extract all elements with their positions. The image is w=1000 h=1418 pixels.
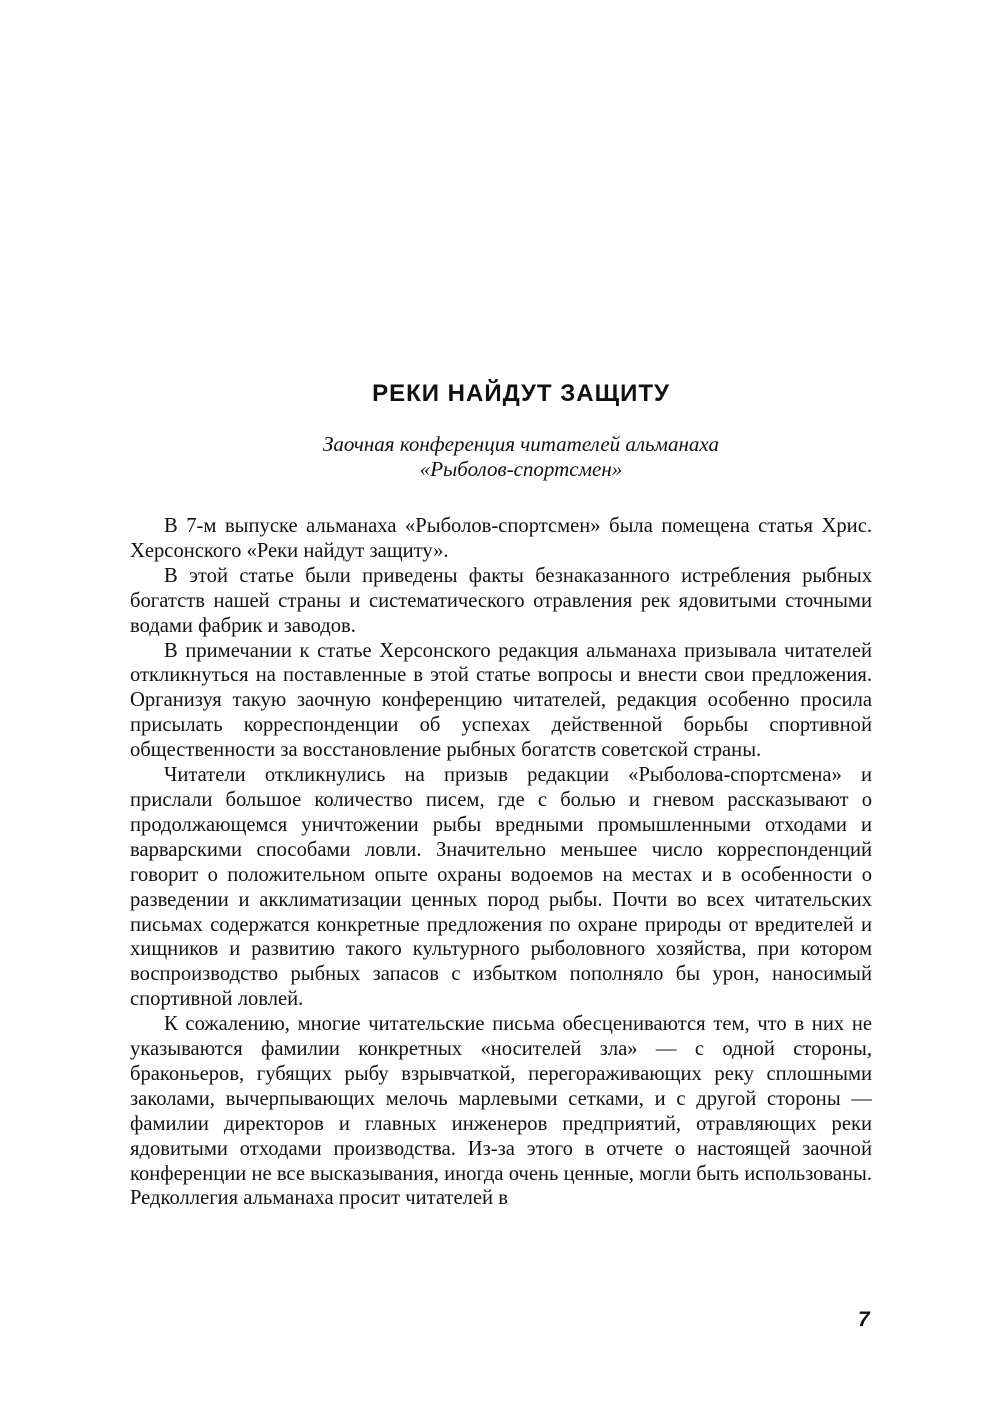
article-body <box>130 514 872 1211</box>
paragraph: В этой статье были приведены факты безнаказанного истребления рыбных богатств нашей страны и систематического отравления рек ядовитыми сточными водами фабрик и заводов. <box>130 564 872 637</box>
paragraph: В примечании к статье Херсонского редакция альманаха призывала читателей откликнуться на поставленные в этой статье вопросы и внести свои предложения. Организуя такую заочную конференцию читателей, редакция особенно просила присылать корреспонденции об успехах действенной борьбы спортивной общественности за восстановление рыбных богатств советской страны. <box>130 639 872 762</box>
article-subtitle <box>130 432 872 482</box>
paragraph: В 7-м выпуске альманаха «Рыболов-спортсмен» была помещена статья Хрис. Херсонского «Реки найдут защиту». <box>130 515 872 562</box>
article <box>130 380 872 1211</box>
subtitle-line-1: Заочная конференция читателей альманаха <box>323 432 719 456</box>
subtitle-line-2: «Рыболов-спортсмен» <box>419 457 623 481</box>
paragraph: К сожалению, многие читательские письма обесцениваются тем, что в них не указываются фамилии конкретных «носителей зла» — с одной стороны, браконьеров, губящих рыбу взрывчаткой, перегораживающих реку сплошными заколами, вычерпывающих мелочь марлевыми сетками, и с другой стороны — фамилии директоров и главных инженеров предприятий, отравляющих реки ядовитыми отходами производства. Из-за этого в отчете о настоящей заочной конференции не все высказывания, иногда очень ценные, могли быть использованы. Редколлегия альманаха просит читателей в <box>130 1013 872 1210</box>
paragraph: Читатели откликнулись на призыв редакции «Рыболова-спортсмена» и прислали большое количество писем, где с болью и гневом рассказывают о продолжающемся уничтожении рыбы вредными промышленными отходами и варварскими способами ловли. Значительно меньшее число корреспонденций говорит о положительном опыте охраны водоемов на местах и в особенности о разведении и акклиматизации ценных пород рыбы. Почти во всех читательских письмах содержатся конкретные предложения по охране природы от вредителей и хищников и развитию такого культурного рыболовного хозяйства, при котором воспроизводство рыбных запасов с избытком пополняло бы урон, наносимый спортивной ловлей. <box>130 764 872 1011</box>
article-title: РЕКИ НАЙДУТ ЗАЩИТУ <box>372 380 670 407</box>
page-number: 7 <box>858 1308 870 1331</box>
